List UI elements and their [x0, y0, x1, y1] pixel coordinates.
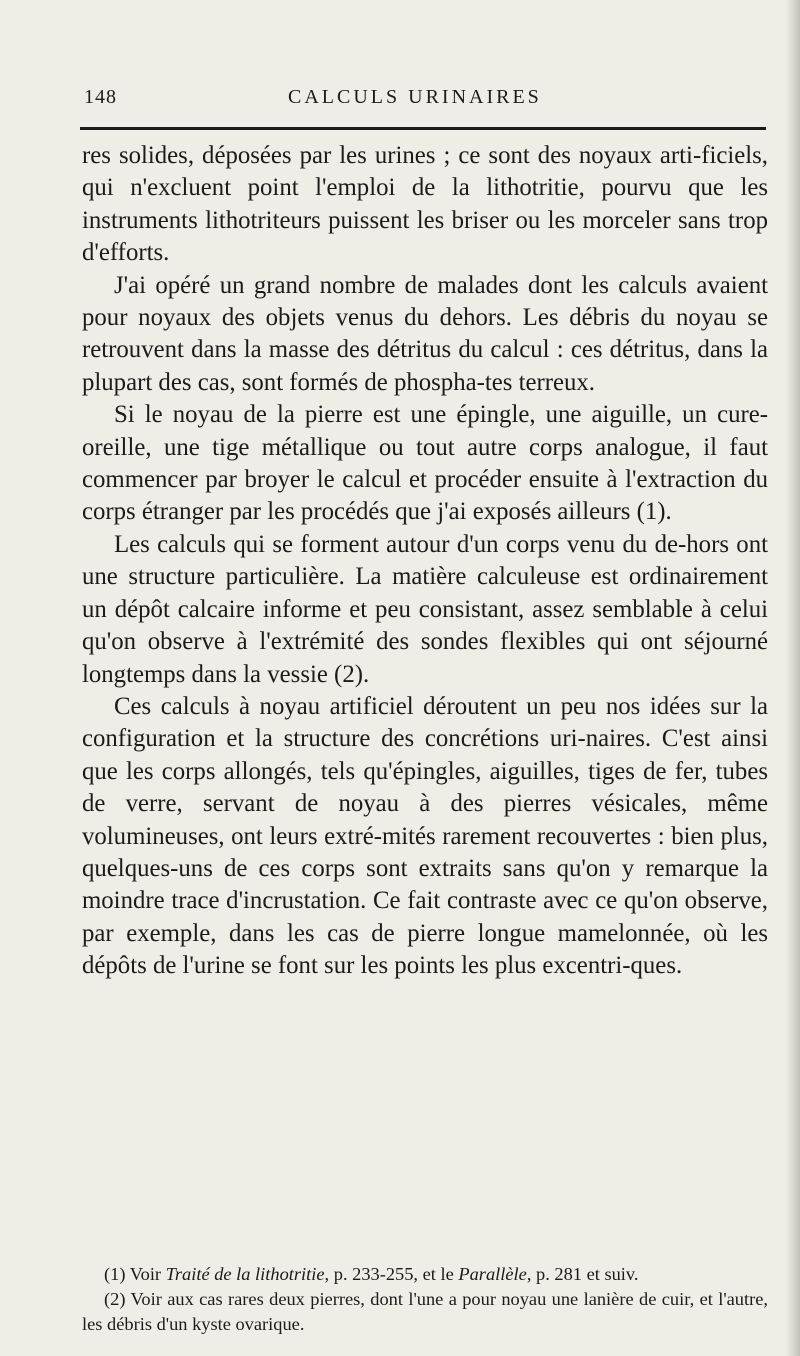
footnote-1: [82, 1262, 768, 1287]
footnote-2: (2) Voir aux cas rares deux pierres, dont l'une a pour noyau une lanière de cuir, et l'autre, les débris d'un kyste ovarique.: [82, 1289, 768, 1334]
running-title: CALCULS URINAIRES: [288, 86, 542, 108]
body-text: [82, 140, 768, 983]
paragraph-2: J'ai opéré un grand nombre de malades dont les calculs avaient pour noyaux des objets venus du dehors. Les débris du noyau se retrouvent dans la masse des détritus du calcul : ces détritus, dans la plupart des cas, sont formés de phospha-tes terreux.: [82, 271, 768, 396]
paragraph-3: Si le noyau de la pierre est une épingle, une aiguille, un cure-oreille, une tige métallique ou tout autre corps analogue, il faut commencer par broyer le calcul et procéder ensuite à l'extraction du corps étranger par les procédés que j'ai exposés ailleurs (1).: [82, 401, 768, 526]
footnotes: [82, 1262, 768, 1337]
page-edge-shadow: [786, 0, 800, 1356]
footnote-1-mid: , p. 233-255, et le: [324, 1264, 459, 1284]
header-rule: [80, 127, 766, 130]
page-header: [82, 82, 766, 114]
paragraph-5: Ces calculs à noyau artificiel déroutent un peu nos idées sur la configuration et la structure des concrétions uri-naires. C'est ainsi que les corps allongés, tels qu'épingles, aiguilles, tiges de fer, tubes de verre, servant de noyau à des pierres vésicales, même volumineuses, ont leurs extré-mités rarement recouvertes : bien plus, quelques-uns de ces corps sont extraits sans qu'on y remarque la moindre trace d'incrustation. Ce fait contraste avec ce qu'on observe, par exemple, dans les cas de pierre longue mamelonnée, où les dépôts de l'urine se font sur les points les plus excentri-ques.: [82, 692, 768, 980]
page-number: 148: [84, 86, 117, 108]
footnote-1-title-parallele: Parallèle: [458, 1264, 527, 1284]
paragraph-1: res solides, déposées par les urines ; ce sont des noyaux arti-ficiels, qui n'excluent point l'emploi de la lithotritie, pourvu que les instruments lithotriteurs puissent les briser ou les morceler sans trop d'efforts.: [82, 142, 768, 267]
footnote-1-prefix: (1) Voir: [104, 1264, 166, 1284]
footnote-1-title-traite: Traité de la lithotritie: [165, 1264, 325, 1284]
paragraph-4: Les calculs qui se forment autour d'un corps venu du de-hors ont une structure particulière. La matière calculeuse est ordinairement un dépôt calcaire informe et peu consistant, assez semblable à celui qu'on observe à l'extrémité des sondes flexibles qui ont séjourné longtemps dans la vessie (2).: [82, 530, 768, 688]
footnote-1-suffix: , p. 281 et suiv.: [526, 1264, 639, 1284]
